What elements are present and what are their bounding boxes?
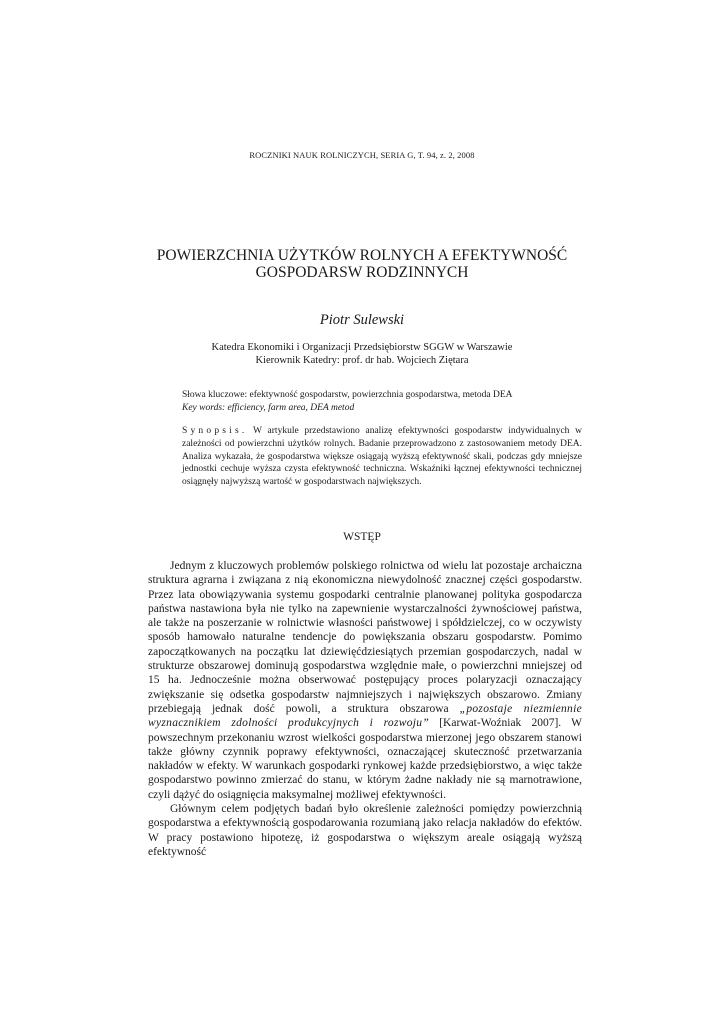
author-name: Piotr Sulewski — [319, 312, 405, 328]
synopsis-text: W artykule przedstawiono analizę efektywności gospodarstw indywidualnych w zależności od powierzchni użytków rolnych. Badanie przeprowadzono z zastosowaniem metody DEA. Analiza wykazała, że gospodarstwa większe osiągają wyższą efektywność skali, podczas gdy mniejsze jednostki cechuje wyższa czysta efektywność techniczna. Wskaźniki łącznej efektywności technicznej osiągnęły najwyższą wartość w gospodarstwach największych. — [182, 426, 582, 488]
paragraph-2: Głównym celem podjętych badań było określenie zależności pomiędzy powierzchnią gospodarstwa a efektywnością gospodarowania rozumianą jako relacja nakładów do efektów. W pracy postawiono hipotezę, iż gospodarstwa o większym areale osiągają wyższą efektywność — [148, 803, 582, 858]
keywords-block — [182, 389, 582, 414]
article-title — [120, 247, 604, 281]
affiliation-department: Katedra Ekonomiki i Organizacji Przedsiębiorstw SGGW w Warszawie — [211, 342, 513, 353]
synopsis — [182, 425, 582, 489]
title-line-1: POWIERZCHNIA UŻYTKÓW ROLNYCH A EFEKTYWNOŚĆ — [156, 247, 568, 264]
paragraph-1-quote: „pozostaje niezmiennie wyznacznikiem zdolności produkcyjnych i rozwoju” — [148, 702, 582, 730]
synopsis-label: Synopsis. — [182, 426, 248, 436]
keywords-polish: Słowa kluczowe: efektywność gospodarstw, powierzchnia gospodarstwa, metoda DEA — [182, 390, 513, 400]
paragraph-1-part-1: Jednym z kluczowych problemów polskiego rolnictwa od wielu lat pozostaje archaiczna struktura agrarna i związana z nią ekonomiczna niewydolność znacznej części gospodarstw. Przez lata obowiązywania systemu gospodarki centralnie planowanej polityka gospodarcza państwa nastawiona była nie tylko na zapewnienie wystarczalności żywnościowej państwa, ale także na poszerzanie w rolnictwie własności państwowej i spółdzielczej, co w oczywisty sposób hamowało naturalne tendencje do powiększania obszaru gospodarstw. Pomimo zapoczątkowanych na początku lat dziewięćdziesiątych przemian gospodarczych, nadal w strukturze obszarowej dominują gospodarstwa względnie małe, o powierzchni mniejszej od 15 ha. Jednocześnie można obserwować postępujący proces polaryzacji oznaczający zwiększanie się odsetka gospodarstw najmniejszych i największych obszarowo. Zmiany przebiegają jednak dość powoli, a struktura obszarowa — [148, 560, 582, 715]
affiliation-head: Kierownik Katedry: prof. dr hab. Wojciech Ziętara — [255, 355, 469, 366]
section-heading: WSTĘP — [343, 531, 381, 543]
keywords-english: Key words: efficiency, farm area, DEA metod — [182, 402, 355, 413]
paragraph-1-part-2: [Karwat-Woźniak 2007]. W powszechnym przekonaniu wzrost wielkości gospodarstwa mierzonej jego obszarem stanowi także główny czynnik poprawy efektywności, oznaczającej skuteczność przetwarzania nakładów w efekty. W warunkach gospodarki rynkowej każde przedsiębiorstwo, a więc także gospodarstwo powinno zmierzać do stanu, w którym żadne nakłady nie są marnotrawione, czyli dążyć do osiągnięcia maksymalnej możliwej efektywności. — [148, 717, 582, 801]
title-line-2: GOSPODARSW RODZINNYCH — [255, 264, 469, 281]
running-header: ROCZNIKI NAUK ROLNICZYCH, SERIA G, T. 94, z. 2, 2008 — [249, 150, 475, 160]
body-text — [148, 559, 582, 859]
paragraph-1 — [148, 559, 582, 802]
affiliation — [150, 341, 574, 367]
